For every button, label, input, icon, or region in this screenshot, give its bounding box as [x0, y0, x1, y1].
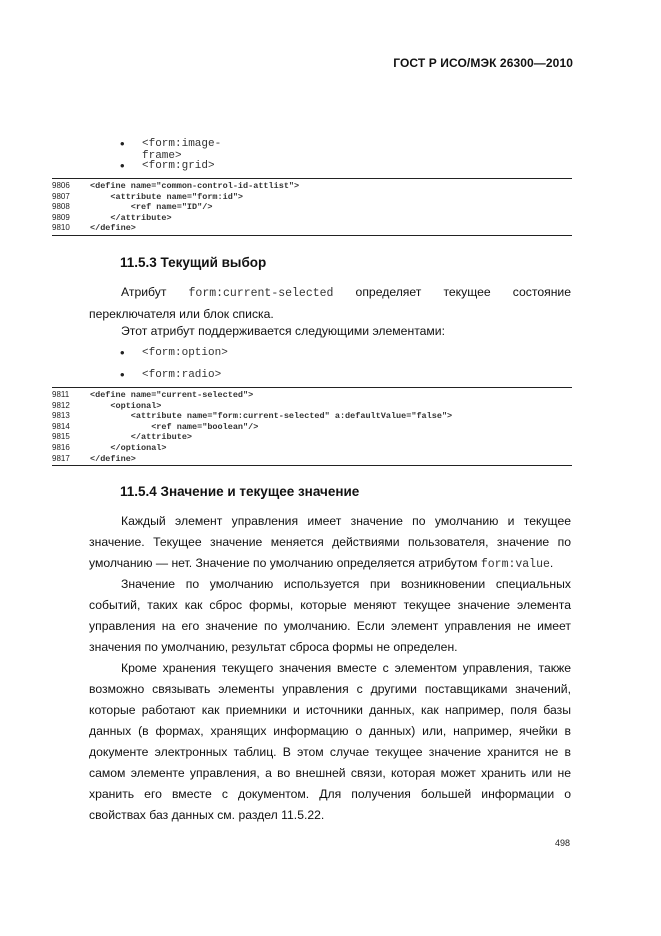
code-line: 9811 <define name="current-selected">: [52, 390, 254, 400]
code-line: 9809 </attribute>: [52, 212, 172, 223]
code-line: 9815 </attribute>: [52, 432, 193, 443]
paragraph: Каждый элемент управления имеет значение по умолчанию и текущее значение. Текущее значение меняется действиями пользователя, значение по умолчанию — нет. Значение по умолчанию определяется атрибутом form:value.: [89, 514, 571, 571]
code-line: 9808 <ref name="ID"/>: [52, 202, 213, 213]
bullet-icon: •: [120, 345, 125, 360]
code-block-1: [52, 178, 572, 236]
section-title-value: 11.5.4 Значение и текущее значение: [120, 484, 360, 499]
code-line: 9814 <ref name="boolean"/>: [52, 421, 259, 432]
code-line: 9807 <attribute name="form:id">: [52, 191, 244, 202]
code-line: 9812 <optional>: [52, 400, 162, 411]
bullet-icon: •: [120, 367, 125, 382]
code-line: 9810 </define>: [52, 223, 136, 234]
paragraph: Кроме хранения текущего значения вместе с элементом управления, также возможно связывать элементы управления с другими поставщиками значений, которые работают как приемники и источники данных, как например, поля базы данных (в формах, хранящих информацию о данных) или, например, ячейки в документе электронных таблиц. В этом случае текущее значение хранится не в самом элементе управления, а во внешней связи, которая может хранить или не хранить его вместе с документом. Для получения большей информации о свойствах баз данных см. раздел 11.5.22.: [89, 661, 571, 822]
paragraph: Значение по умолчанию используется при возникновении специальных событий, таких как сброс формы, которые меняют текущее значение элемента управления на его значение по умолчанию. Если элемент управления не имеет значения по умолчанию, результат сброса формы не определен.: [89, 577, 571, 654]
paragraph: Этот атрибут поддерживается следующими элементами:: [121, 324, 445, 338]
code-block-2: [52, 387, 572, 466]
document-header: ГОСТ Р ИСО/МЭК 26300—2010: [393, 56, 573, 70]
bullet-icon: •: [120, 136, 125, 151]
code-line: 9806 <define name="common-control-id-attlist">: [52, 181, 300, 191]
paragraph: Атрибут form:current-selected определяет текущее состояние переключателя или блок списка.: [89, 285, 572, 321]
code-line: 9816 </optional>: [52, 442, 167, 453]
section-title-current-selected: 11.5.3 Текущий выбор: [120, 255, 267, 270]
bullet-icon: •: [120, 158, 125, 173]
page-number: 498: [555, 838, 571, 848]
code-line: 9817 </define>: [52, 453, 136, 464]
code-line: 9813 <attribute name="form:current-selected" a:defaultValue="false">: [52, 411, 453, 422]
